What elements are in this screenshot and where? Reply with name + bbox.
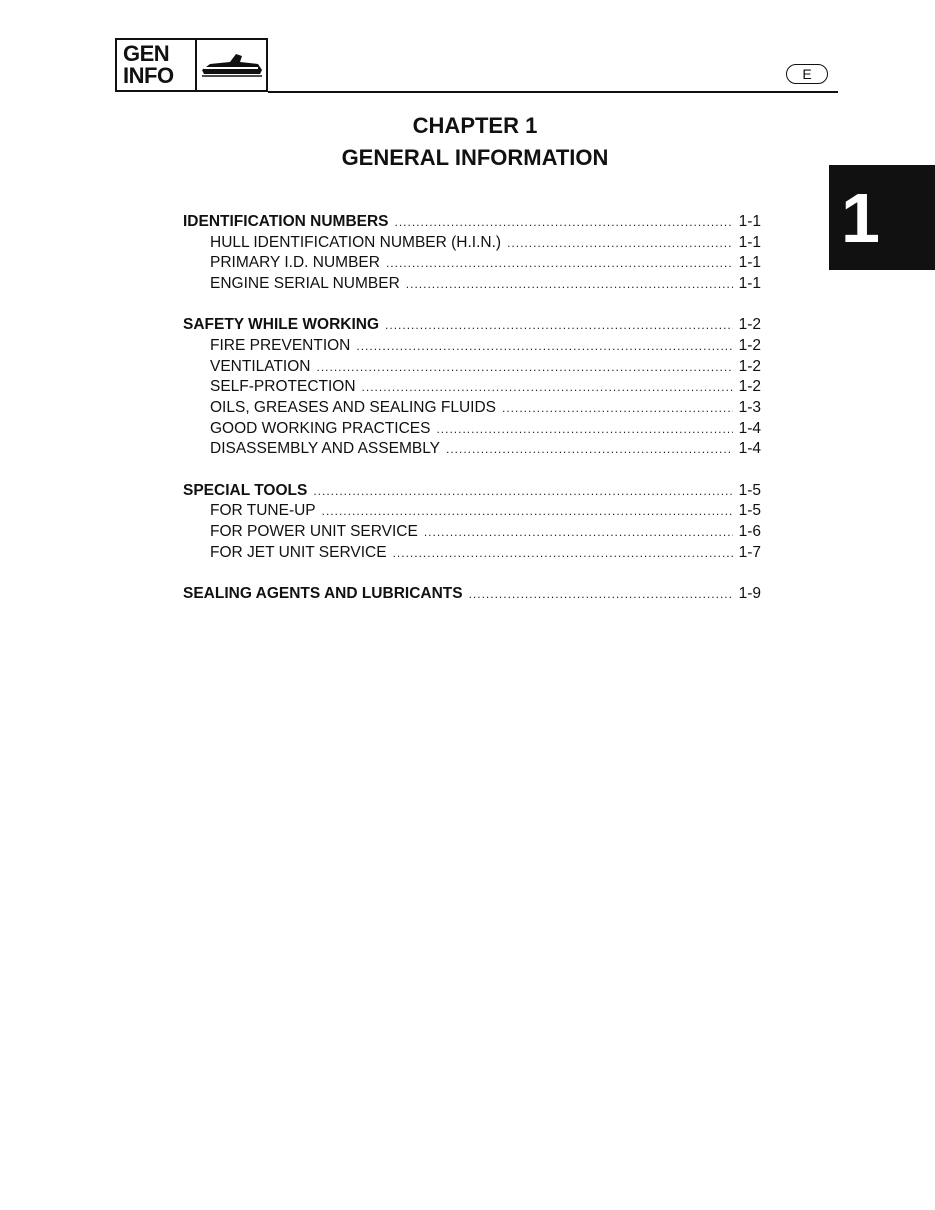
toc-entry-label: SAFETY WHILE WORKING: [183, 316, 380, 334]
toc-entry[interactable]: [183, 420, 761, 441]
toc-entry[interactable]: [183, 254, 761, 275]
toc-entry-label: FOR TUNE-UP: [210, 502, 316, 520]
toc-page-number: 1-5: [738, 481, 761, 499]
toc-entry-label: FOR JET UNIT SERVICE: [210, 543, 387, 561]
toc-entry-label: SEALING AGENTS AND LUBRICANTS: [183, 584, 463, 602]
toc-page-number: 1-4: [738, 440, 761, 458]
toc-entry[interactable]: [183, 358, 761, 379]
dot-leader: [436, 422, 732, 436]
toc-entry-label: GOOD WORKING PRACTICES: [210, 419, 431, 437]
dot-leader: [385, 318, 733, 332]
toc-page-number: 1-7: [738, 543, 761, 561]
chapter-subtitle: GENERAL INFORMATION: [341, 145, 609, 170]
toc-page-number: 1-4: [738, 419, 761, 437]
dot-leader: [446, 442, 733, 456]
toc-entry[interactable]: [183, 523, 761, 544]
toc-section: [183, 482, 761, 565]
toc-page-number: 1-1: [738, 233, 761, 251]
toc-page-number: 1-2: [738, 336, 761, 354]
toc-page-number: 1-1: [738, 213, 761, 230]
toc-section: [183, 316, 761, 461]
language-badge: E: [786, 64, 828, 84]
toc-section-heading[interactable]: [183, 213, 761, 234]
dot-leader: [469, 587, 733, 601]
toc-entry-label: OILS, GREASES AND SEALING FLUIDS: [210, 399, 496, 416]
toc-entry-label: IDENTIFICATION NUMBERS: [183, 213, 389, 230]
toc-page-number: 1-2: [738, 357, 761, 375]
dot-leader: [395, 215, 733, 229]
dot-leader: [424, 525, 733, 539]
dot-leader: [322, 504, 733, 518]
watercraft-icon: [197, 40, 266, 90]
dot-leader: [313, 484, 732, 498]
table-of-contents: [183, 213, 761, 626]
chapter-title: CHAPTER 1: [412, 113, 538, 138]
toc-entry[interactable]: [183, 502, 761, 523]
toc-entry-label: FOR POWER UNIT SERVICE: [210, 522, 418, 540]
dot-leader: [356, 339, 732, 353]
toc-entry-label: SELF-PROTECTION: [210, 378, 356, 396]
toc-section: [183, 213, 761, 296]
toc-section-heading[interactable]: [183, 316, 761, 337]
dot-leader: [507, 236, 733, 250]
dot-leader: [362, 380, 733, 394]
toc-entry-label: DISASSEMBLY AND ASSEMBLY: [210, 440, 441, 458]
dot-leader: [406, 277, 733, 291]
dot-leader: [393, 546, 733, 560]
toc-section-heading[interactable]: [183, 585, 761, 606]
toc-entry[interactable]: [183, 275, 761, 296]
toc-entry-label: PRIMARY I.D. NUMBER: [210, 254, 380, 272]
toc-page-number: 1-2: [738, 316, 761, 334]
toc-page-number: 1-3: [738, 399, 761, 416]
toc-entry[interactable]: [183, 544, 761, 565]
toc-entry[interactable]: [183, 378, 761, 399]
toc-entry[interactable]: [183, 234, 761, 255]
toc-section: [183, 585, 761, 606]
section-label-line2: INFO: [123, 63, 174, 88]
toc-page-number: 1-5: [738, 502, 761, 520]
toc-entry[interactable]: [183, 399, 761, 420]
toc-entry-label: SPECIAL TOOLS: [183, 481, 308, 499]
chapter-tab: 1: [829, 165, 935, 270]
toc-page-number: 1-9: [738, 584, 761, 602]
section-label-line1: GEN: [123, 41, 170, 66]
toc-entry-label: HULL IDENTIFICATION NUMBER (H.I.N.): [210, 233, 502, 251]
dot-leader: [386, 256, 733, 270]
toc-page-number: 1-1: [738, 275, 761, 293]
toc-page-number: 1-2: [738, 378, 761, 396]
section-badge: [115, 38, 268, 92]
toc-page-number: 1-1: [738, 254, 761, 272]
toc-entry-label: FIRE PREVENTION: [210, 336, 351, 354]
dot-leader: [316, 360, 732, 374]
header-rule: [268, 91, 838, 93]
toc-page-number: 1-6: [738, 522, 761, 540]
toc-entry-label: ENGINE SERIAL NUMBER: [210, 275, 400, 293]
toc-entry-label: VENTILATION: [210, 357, 311, 375]
toc-entry[interactable]: [183, 337, 761, 358]
toc-section-heading[interactable]: [183, 482, 761, 503]
section-label: [117, 40, 197, 90]
dot-leader: [502, 401, 733, 415]
toc-entry[interactable]: [183, 440, 761, 461]
